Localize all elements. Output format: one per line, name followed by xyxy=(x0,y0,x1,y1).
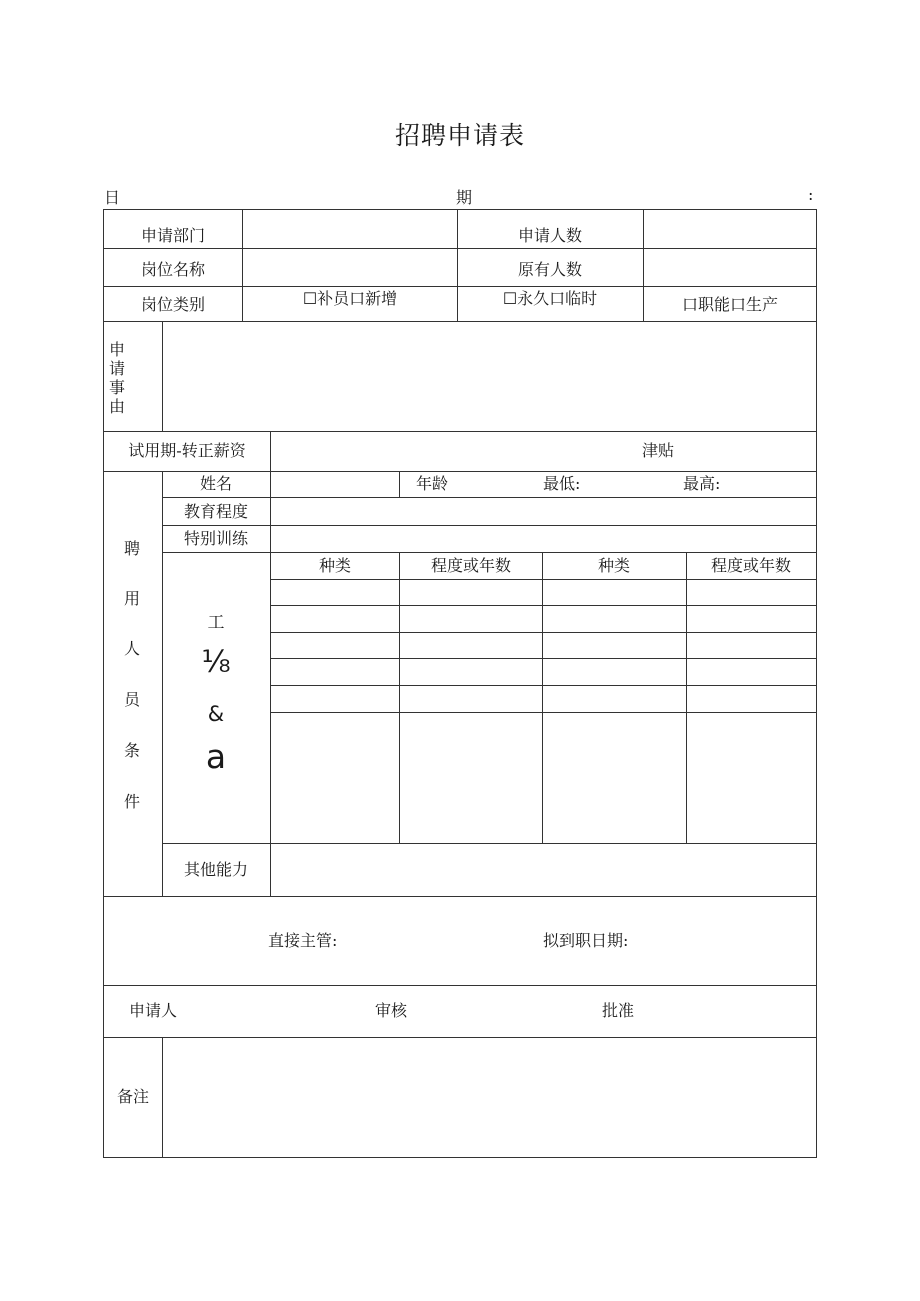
date-line xyxy=(104,185,816,207)
experience-table-body[interactable] xyxy=(271,580,815,842)
side-char: 件 xyxy=(123,792,140,811)
side-char: 用 xyxy=(123,589,140,608)
side-char: 聘 xyxy=(123,539,140,558)
education-label: 教育程度 xyxy=(183,502,249,521)
date-colon: : xyxy=(808,185,814,204)
grid-line xyxy=(103,1157,817,1158)
exp-header-years-2: 程度或年数 xyxy=(710,556,792,575)
name-field[interactable] xyxy=(271,472,398,496)
age-label: 年龄 xyxy=(416,474,449,493)
grid-line xyxy=(162,552,817,553)
start-date-label: 拟到职日期: xyxy=(543,931,629,950)
reason-char: 事 xyxy=(108,378,125,397)
grid-line xyxy=(103,471,817,472)
experience-glyph: 工 xyxy=(207,613,225,633)
grid-line xyxy=(457,209,458,322)
grid-line xyxy=(103,286,817,287)
age-min-label: 最低: xyxy=(543,474,581,493)
experience-glyph: a xyxy=(205,737,227,776)
salary-label: 试用期-转正薪资 xyxy=(128,441,246,460)
salary-field[interactable] xyxy=(271,432,601,470)
existing-field[interactable] xyxy=(644,249,815,285)
experience-glyph: ⅛ xyxy=(201,645,231,680)
direct-supervisor-label: 直接主管: xyxy=(268,931,338,950)
name-label: 姓名 xyxy=(199,474,233,493)
exp-header-type-2: 种类 xyxy=(597,556,631,575)
applicant-label: 申请人 xyxy=(129,1001,178,1020)
exp-header-type-1: 种类 xyxy=(318,556,352,575)
allowance-label: 津贴 xyxy=(641,441,675,460)
dept-label: 申请部门 xyxy=(140,226,206,245)
side-char: 人 xyxy=(123,639,140,658)
date-char-2: 期 xyxy=(456,188,473,207)
age-max-label: 最高: xyxy=(683,474,721,493)
type-option-replace-new[interactable]: ☐补员口新增 xyxy=(302,289,398,308)
reason-char: 由 xyxy=(108,397,125,416)
reason-char: 申 xyxy=(108,340,125,359)
grid-line xyxy=(103,896,817,897)
remarks-field[interactable] xyxy=(163,1038,815,1156)
existing-label: 原有人数 xyxy=(517,260,583,279)
count-field[interactable] xyxy=(644,210,815,247)
post-label: 岗位名称 xyxy=(140,260,206,279)
exp-header-years-1: 程度或年数 xyxy=(430,556,512,575)
grid-line xyxy=(162,471,163,897)
count-label: 申请人数 xyxy=(517,226,583,245)
page-title: 招聘申请表 xyxy=(394,121,525,150)
dept-field[interactable] xyxy=(243,210,456,247)
post-field[interactable] xyxy=(243,249,456,285)
date-char-1: 日 xyxy=(104,188,121,207)
training-field[interactable] xyxy=(271,526,815,551)
grid-line xyxy=(399,471,400,498)
approve-label: 批准 xyxy=(602,1001,635,1020)
training-label: 特别训练 xyxy=(183,529,249,548)
remarks-label: 备注 xyxy=(116,1087,150,1106)
grid-line xyxy=(103,209,104,1158)
reason-label xyxy=(107,340,127,416)
grid-line xyxy=(103,985,817,986)
education-field[interactable] xyxy=(271,498,815,524)
other-ability-label: 其他能力 xyxy=(183,860,249,879)
side-char: 员 xyxy=(123,690,140,709)
experience-glyph: & xyxy=(207,702,225,726)
grid-line xyxy=(816,209,817,1158)
review-label: 审核 xyxy=(375,1001,408,1020)
type-label: 岗位类别 xyxy=(140,295,206,314)
reason-field[interactable] xyxy=(163,322,815,430)
reason-char: 请 xyxy=(108,359,125,378)
other-ability-field[interactable] xyxy=(271,844,815,895)
type-option-permanent-temp[interactable]: ☐永久口临时 xyxy=(502,289,598,308)
side-char: 条 xyxy=(123,741,140,760)
type-option-function-production[interactable]: 口职能口生产 xyxy=(681,295,779,314)
